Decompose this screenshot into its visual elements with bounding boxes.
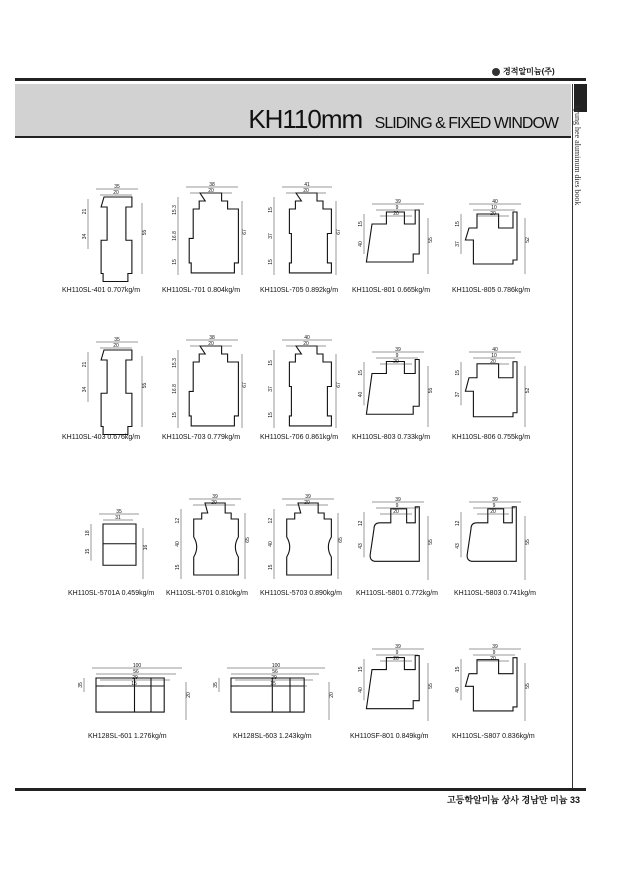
dimension-label: 15 — [270, 681, 276, 687]
profile-caption: KH110SL-401 0.707kg/m — [62, 287, 141, 294]
profile-drawing — [455, 199, 531, 280]
dimension-label: 37 — [268, 233, 274, 239]
profile-drawing — [213, 663, 335, 726]
dimension-label: 20 — [393, 359, 399, 365]
footer-text: 고등학알미늄 상사 경남만 미늄 33 — [446, 795, 580, 805]
profile-caption: KH110SL-403 0.676kg/m — [62, 434, 141, 441]
brand — [492, 66, 555, 77]
dimension-label: 40 — [175, 541, 181, 547]
brand-name: 경적알미늄(주) — [503, 67, 555, 76]
profile-caption: KH110SF-801 0.849kg/m — [350, 733, 429, 740]
page-title — [248, 104, 558, 135]
dimension-label: 35 — [114, 337, 120, 343]
dimension-label: 35 — [114, 184, 120, 190]
profile-outline — [194, 503, 239, 575]
dimension-label: 40 — [268, 541, 274, 547]
dimension-label: 20 — [211, 500, 217, 506]
profile-outline — [189, 193, 238, 273]
dimension-label: 15 — [268, 207, 274, 213]
profile-outline — [366, 360, 419, 415]
header-rule — [15, 136, 571, 138]
dimension-label: 39 — [212, 494, 218, 500]
dimension-label: 12 — [268, 517, 274, 524]
dimension-label: 39 — [395, 644, 401, 650]
dimension-label: 20 — [393, 656, 399, 662]
dimension-label: 15 — [455, 666, 461, 673]
dimension-label: 20 — [329, 692, 335, 698]
profile-drawing — [455, 347, 531, 433]
dimension-label: 15 — [268, 360, 274, 366]
dimension-label: 40 — [304, 335, 310, 341]
dimension-label: 9 — [395, 353, 399, 359]
dimension-label: 18 — [85, 530, 91, 536]
leaf-logo-icon — [492, 68, 500, 76]
profile-drawing — [78, 663, 192, 726]
dimension-label: 39 — [395, 347, 401, 353]
dimension-label: 55 — [428, 539, 434, 545]
profile-drawing — [358, 644, 434, 727]
dimension-label: 20 — [490, 509, 496, 515]
profile-outline — [289, 346, 331, 426]
dimension-label: 21 — [82, 361, 88, 368]
dimension-label: 40 — [358, 391, 364, 398]
profile-caption: KH110SL-5801 0.772kg/m — [356, 590, 438, 597]
dimension-label: 15 — [172, 412, 178, 418]
dimension-label: 39 — [395, 497, 401, 503]
dimension-label: 20 — [113, 343, 119, 349]
profile-outline — [289, 193, 331, 273]
dimension-label: 16.8 — [172, 384, 178, 394]
dimension-label: 15 — [358, 666, 364, 673]
dimension-label: 43 — [358, 543, 364, 549]
profile-caption: KH110SL-5701 0.810kg/m — [166, 590, 248, 597]
dimension-label: 35 — [213, 682, 219, 688]
profile-outline — [189, 346, 238, 426]
dimension-label: 40 — [455, 687, 461, 693]
profile-caption: KH110SL-705 0.892kg/m — [260, 287, 339, 294]
dimension-label: 10 — [491, 353, 497, 359]
top-rule — [15, 78, 586, 81]
profile-caption: KH110SL-S807 0.836kg/m — [452, 733, 535, 740]
dimension-label: 9 — [492, 503, 496, 509]
dimension-label: 52 — [525, 237, 531, 243]
dimension-label: 38 — [209, 182, 215, 188]
profile-caption: KH110SL-801 0.665kg/m — [352, 287, 431, 294]
dimension-label: 65 — [338, 537, 344, 543]
dimension-label: 41 — [304, 182, 310, 188]
dimension-label: 9 — [395, 503, 399, 509]
profile-outline — [287, 503, 332, 575]
profile-drawing — [268, 182, 342, 281]
dimension-label: 55 — [525, 683, 531, 689]
dimension-label: 37 — [268, 386, 274, 392]
dimension-label: 15 — [172, 259, 178, 265]
profile-drawing — [268, 335, 342, 434]
dimension-label: 20 — [186, 692, 192, 698]
profile-caption: KH110SL-706 0.861kg/m — [260, 434, 339, 441]
dimension-label: 20 — [113, 190, 119, 196]
profile-outline — [101, 197, 132, 282]
title-sub: SLIDING & FIXED WINDOW — [374, 115, 558, 132]
profile-drawing — [358, 347, 434, 433]
dimension-label: 20 — [490, 359, 496, 365]
dimension-label: 67 — [336, 229, 342, 235]
dimension-label: 55 — [142, 229, 148, 236]
dimension-label: 20 — [303, 341, 309, 347]
profile-drawing — [82, 337, 148, 433]
profile-caption: KH110SL-803 0.733kg/m — [352, 434, 431, 441]
side-text: kyung hee aluminum dies book — [573, 105, 582, 206]
dimension-label: 20 — [393, 211, 399, 217]
dimension-label: 67 — [242, 382, 248, 388]
dimension-label: 20 — [490, 656, 496, 662]
dimension-label: 35 — [116, 509, 122, 515]
profile-outline — [103, 524, 136, 565]
profile-caption: KH110SL-5703 0.890kg/m — [260, 590, 342, 597]
profile-drawing — [85, 509, 149, 585]
dimension-label: 21 — [82, 208, 88, 215]
profile-drawing — [82, 184, 148, 280]
dimension-label: 55 — [428, 387, 434, 394]
profile-drawing — [358, 199, 434, 280]
dimension-label: 35 — [78, 682, 84, 688]
profile-drawing — [175, 494, 251, 585]
dimension-label: 20 — [303, 188, 309, 194]
profile-caption: KH110SL-703 0.779kg/m — [162, 434, 241, 441]
dimension-label: 15.3 — [172, 358, 178, 368]
dimension-label: 100 — [132, 663, 142, 669]
dimension-label: 55 — [142, 382, 148, 389]
profile-caption: KH110SL-806 0.755kg/m — [452, 434, 531, 441]
profile-outline — [96, 678, 164, 712]
dimension-label: 56 — [272, 669, 278, 675]
dimension-label: 20 — [208, 341, 214, 347]
dimension-label: 67 — [242, 229, 248, 235]
dimension-label: 55 — [428, 237, 434, 243]
dimension-label: 10 — [491, 205, 497, 211]
dimension-label: 100 — [271, 663, 281, 669]
dimension-label: 56 — [133, 669, 139, 675]
dimension-label: 39 — [305, 494, 311, 500]
dimension-label: 12 — [358, 520, 364, 527]
profile-drawing — [172, 335, 248, 434]
dimension-label: 29 — [271, 675, 277, 681]
dimension-label: 15 — [358, 221, 364, 227]
dimension-label: 43 — [455, 543, 461, 549]
profile-drawing — [268, 494, 344, 585]
dimension-label: 55 — [428, 683, 434, 689]
dimension-label: 12 — [455, 520, 461, 527]
dimension-label: 39 — [492, 497, 498, 503]
dimension-label: 15 — [131, 681, 137, 687]
dimension-label: 39 — [395, 199, 401, 205]
profile-outline — [366, 210, 419, 262]
dimension-label: 40 — [492, 199, 498, 205]
dimension-label: 15 — [358, 370, 364, 376]
profile-caption: KH110SL-805 0.786kg/m — [452, 287, 531, 294]
profile-outline — [465, 658, 517, 711]
dimension-label: 12 — [175, 517, 181, 524]
dimension-label: 55 — [525, 539, 531, 545]
profile-caption: KH110SL-701 0.804kg/m — [162, 287, 241, 294]
dimension-label: 16 — [143, 544, 149, 551]
dimension-label: 15.3 — [172, 205, 178, 215]
profile-drawing — [455, 497, 531, 586]
dimension-label: 15 — [455, 221, 461, 227]
dimension-label: 15 — [268, 412, 274, 418]
profile-outline — [366, 656, 419, 709]
profile-caption: KH110SL-5803 0.741kg/m — [454, 590, 536, 597]
dimension-label: 34 — [82, 233, 88, 240]
dimension-label: 16.8 — [172, 231, 178, 241]
profile-drawing — [172, 182, 248, 281]
bottom-rule — [15, 788, 586, 791]
dimension-label: 37 — [455, 391, 461, 398]
dimension-label: 34 — [82, 386, 88, 393]
profile-caption: KH128SL-603 1.243kg/m — [233, 733, 312, 740]
dimension-label: 29 — [132, 675, 138, 681]
profile-outline — [465, 362, 517, 417]
dimension-label: 40 — [358, 241, 364, 247]
dimension-label: 15 — [455, 370, 461, 376]
profile-drawing — [358, 497, 434, 586]
dimension-label: 20 — [208, 188, 214, 194]
dimension-label: 15 — [85, 548, 91, 555]
dimension-label: 9 — [395, 650, 399, 656]
dimension-label: 9 — [492, 650, 496, 656]
dimension-label: 15 — [268, 259, 274, 265]
dimension-label: 67 — [336, 382, 342, 388]
dimension-label: 9 — [395, 205, 399, 211]
dimension-label: 31 — [115, 515, 121, 521]
profile-caption: KH128SL-601 1.276kg/m — [88, 733, 167, 740]
profile-caption: KH110SL-5701A 0.459kg/m — [68, 590, 155, 597]
dimension-label: 37 — [455, 241, 461, 247]
dimension-label: 39 — [492, 644, 498, 650]
title-main: KH110mm — [248, 104, 363, 134]
profile-outline — [231, 678, 304, 712]
dimension-label: 20 — [304, 500, 310, 506]
dimension-label: 40 — [492, 347, 498, 353]
dimension-label: 20 — [490, 211, 496, 217]
dimension-label: 20 — [393, 509, 399, 515]
dimension-label: 52 — [525, 387, 531, 394]
dimension-label: 40 — [358, 687, 364, 693]
dimension-label: 15 — [175, 564, 181, 571]
profile-outline — [465, 212, 517, 264]
dimension-label: 65 — [245, 537, 251, 543]
dimension-label: 38 — [209, 335, 215, 341]
profile-outline — [101, 350, 132, 435]
profile-drawing — [455, 644, 531, 727]
dimension-label: 15 — [268, 564, 274, 571]
